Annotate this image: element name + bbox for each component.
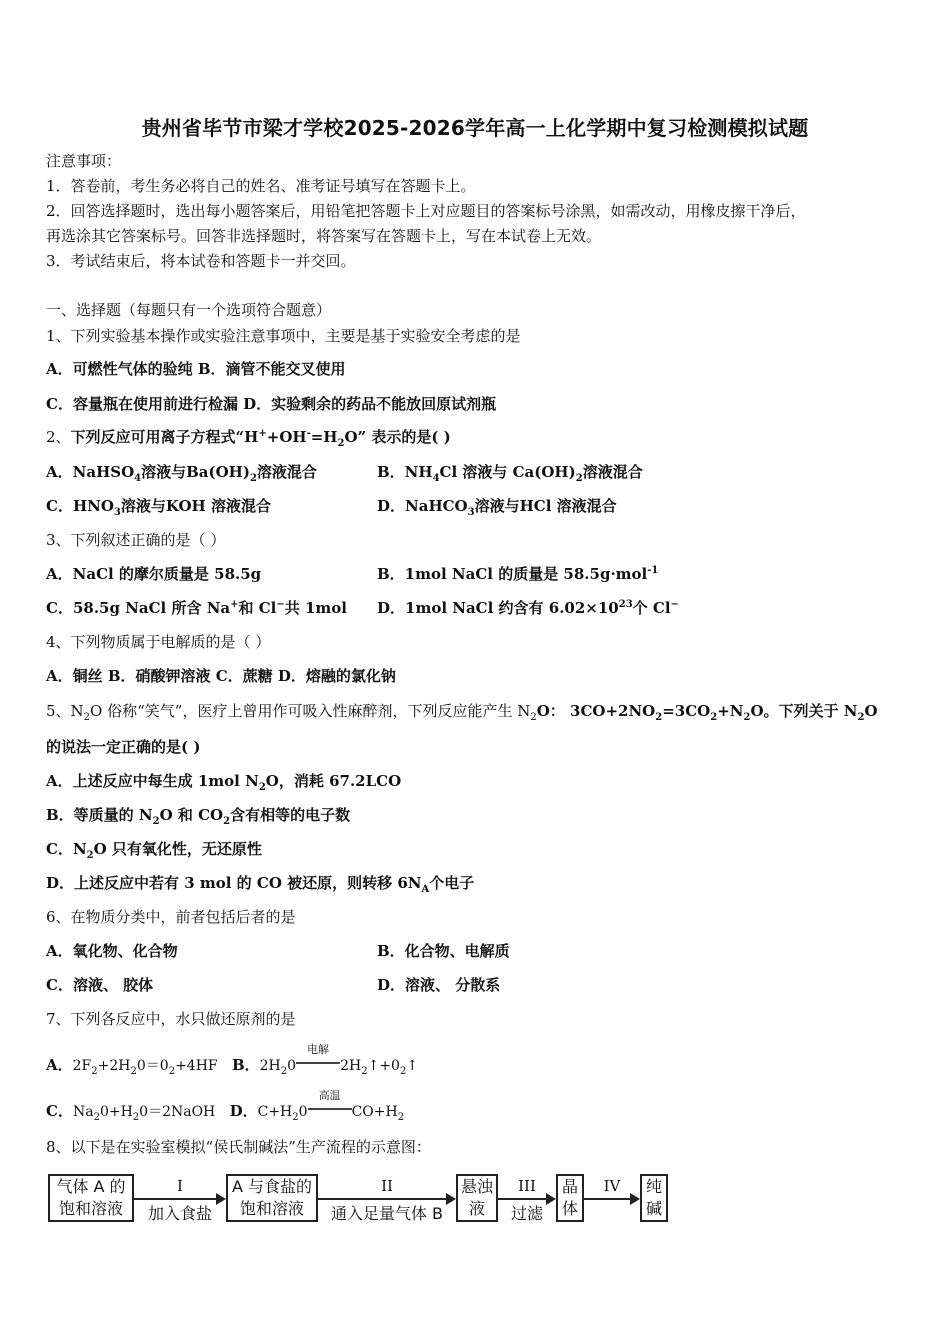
flow-box-gas-a-solution: 气体 A 的 饱和溶液 (48, 1174, 134, 1222)
section-heading: 一、选择题（每题只有一个选项符合题意） (46, 301, 332, 319)
notice-item: 1．答卷前，考生务必将自己的姓名、准考证号填写在答题卡上。 (46, 177, 476, 195)
flow-box-salt-solution: A 与食盐的 饱和溶液 (226, 1174, 318, 1222)
question-1-options-ab: A．可燃性气体的验纯 B．滴管不能交叉使用 (46, 360, 346, 378)
question-2-option-d: D．NaHCO$_3$溶液与HCl 溶液混合 (377, 497, 617, 518)
question-6-option-a: A．氧化物、化合物 (46, 942, 178, 960)
question-6-stem: 6、在物质分类中，前者包括后者的是 (46, 908, 296, 926)
question-6-option-b: B．化合物、电解质 (377, 942, 510, 960)
notice-item: 3．考试结束后，将本试卷和答题卡一并交回。 (46, 252, 356, 270)
flow-arrow-step-1: I 加入食盐 (134, 1172, 226, 1226)
question-6-option-d: D．溶液、 分散系 (377, 976, 501, 994)
question-7-options-ab: A．$2F_2+2H_20=0_2+4HF$ B．$2H_20$ 电解 $2H_2↑+0_2↑$ (46, 1043, 419, 1077)
page-title: 贵州省毕节市梁才学校2025-2026学年高一上化学期中复习检测模拟试题 (141, 116, 809, 140)
question-6-option-c: C．溶液、 胶体 (46, 976, 154, 994)
question-2-option-a: A．NaHSO$_4$溶液与$Ba(OH)_2$溶液混合 (46, 463, 317, 484)
question-3-option-c: C．58.5g NaCl 所含 Na+和 Cl−共 1mol (46, 599, 347, 617)
question-2-option-b: B．$NH_4Cl$ 溶液与 $Ca(OH)_2$溶液混合 (377, 463, 643, 484)
question-7-options-cd: C．$Na_20+H_20=2NaOH$ D．$C+H_20$ 高温 $CO+H_2$ (46, 1089, 405, 1123)
question-1-stem: 1、下列实验基本操作或实验注意事项中，主要是基于实验安全考虑的是 (46, 327, 521, 345)
question-1-options-cd: C．容量瓶在使用前进行检漏 D．实验剩余的药品不能放回原试剂瓶 (46, 395, 497, 413)
question-2-stem: 2、下列反应可用离子方程式“$H^++OH^-=H_2O$” 表示的是( ) (46, 428, 451, 449)
question-8-stem: 8、以下是在实验室模拟“侯氏制碱法”生产流程的示意图： (46, 1138, 431, 1156)
question-4-options: A．铜丝 B．硝酸钾溶液 C．蔗糖 D．熔融的氯化钠 (46, 667, 396, 685)
question-5-stem-cont: 的说法一定正确的是( ) (46, 738, 201, 756)
question-5-option-b: B．等质量的 $N_2O$ 和 $CO_2$含有相等的电子数 (46, 806, 351, 827)
question-5-option-d: D．上述反应中若有 3 mol 的 CO 被还原，则转移 $6N_A$个电子 (46, 874, 475, 895)
question-3-stem: 3、下列叙述正确的是（ ） (46, 531, 226, 549)
reaction-arrow-high-temp: 高温 (308, 1100, 352, 1114)
notice-item: 再选涂其它答案标号。回答非选择题时，将答案写在答题卡上，写在本试卷上无效。 (46, 227, 602, 245)
question-5-stem: 5、$N_2O$ 俗称“笑气”，医疗上曾用作可吸入性麻醉剂，下列反应能产生 $N_2O$： $3CO+2NO_2=3CO_2+N_2O$。下列关于 $N_2O$ (46, 702, 878, 723)
notice-heading: 注意事项： (46, 152, 122, 170)
flow-box-soda-ash: 纯 碱 (640, 1174, 668, 1222)
process-flow-diagram (48, 1172, 678, 1226)
flow-arrow-step-3: III 过滤 (498, 1172, 556, 1226)
question-3-option-a: A．NaCl 的摩尔质量是 58.5g (46, 565, 262, 583)
reaction-arrow-electrolysis: 电解 (296, 1054, 340, 1068)
question-3-option-b: B．1mol NaCl 的质量是 58.5g·mol$^{-1}$ (377, 565, 659, 583)
question-4-stem: 4、下列物质属于电解质的是（ ） (46, 633, 271, 651)
notice-item: 2．回答选择题时，选出每小题答案后，用铅笔把答题卡上对应题目的答案标号涂黑，如需改动，用橡皮擦干净后， (46, 202, 806, 220)
flow-arrow-step-2: II 通入足量气体 B (318, 1172, 456, 1226)
question-3-option-d: D．1mol NaCl 约含有 $6.02\times 10^{23}$个 Cl− (377, 599, 679, 617)
flow-box-crystal: 晶 体 (556, 1174, 584, 1222)
flow-arrow-step-4: IV (584, 1172, 640, 1226)
flow-box-suspension: 悬浊 液 (456, 1174, 498, 1222)
question-5-option-a: A．上述反应中每生成 1mol $N_2O$，消耗 67.2LCO (46, 772, 402, 793)
question-7-stem: 7、下列各反应中，水只做还原剂的是 (46, 1010, 296, 1028)
question-2-option-c: C．$HNO_3$溶液与KOH 溶液混合 (46, 497, 271, 518)
question-5-option-c: C．$N_2O$ 只有氧化性，无还原性 (46, 840, 262, 861)
